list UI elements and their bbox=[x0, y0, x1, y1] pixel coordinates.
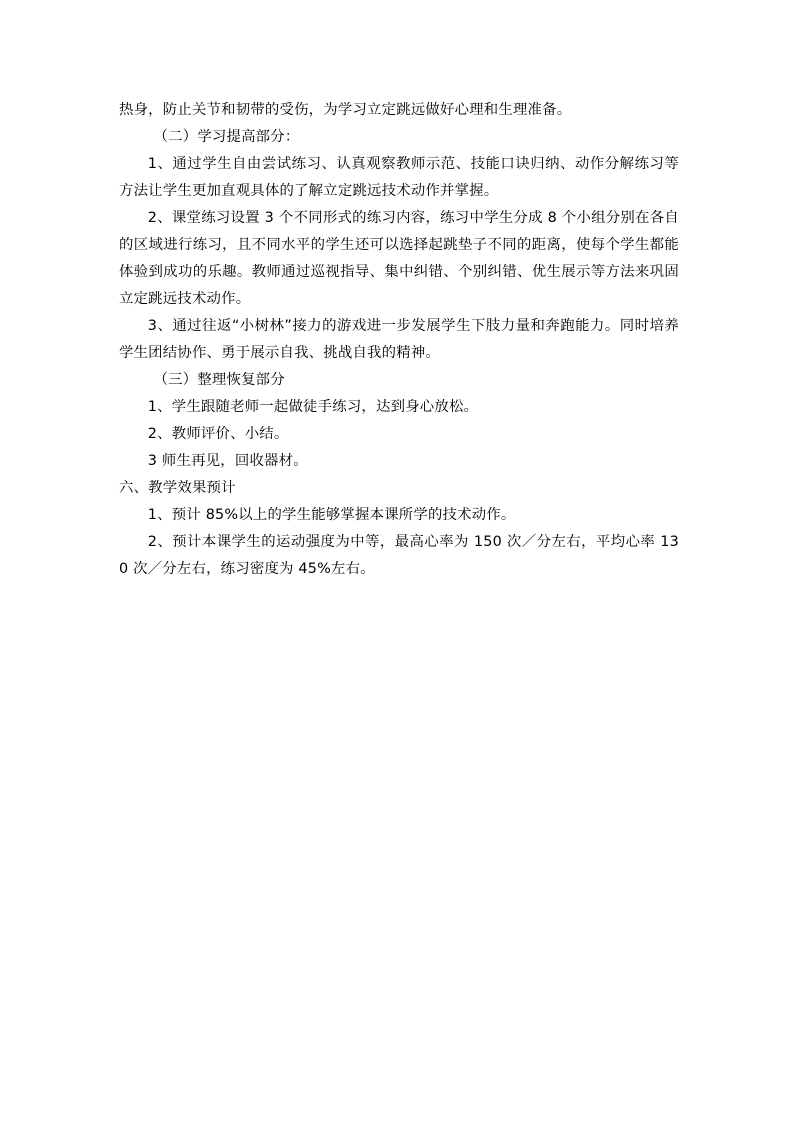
paragraph-cooldown-1: 1、学生跟随老师一起做徒手练习，达到身心放松。 bbox=[147, 399, 479, 415]
section-heading-cooldown: （三）整理恢复部分 bbox=[153, 372, 285, 388]
document-body bbox=[119, 97, 679, 583]
paragraph-outcome-1: 1、预计 85%以上的学生能够掌握本课所学的技术动作。 bbox=[147, 507, 516, 523]
paragraph-learning-3: 3、通过往返“小树林”接力的游戏进一步发展学生下肢力量和奔跑能力。同时培养学生团结协作、勇于展示自我、挑战自我的精神。 bbox=[119, 318, 679, 361]
paragraph-cooldown-2: 2、教师评价、小结。 bbox=[147, 426, 289, 442]
paragraph-learning-1: 1、通过学生自由尝试练习、认真观察教师示范、技能口诀归纳、动作分解练习等方法让学生更加直观具体的了解立定跳远技术动作并掌握。 bbox=[119, 156, 679, 199]
paragraph-learning-2: 2、课堂练习设置 3 个不同形式的练习内容，练习中学生分成 8 个小组分别在各自的区域进行练习，且不同水平的学生还可以选择起跳垫子不同的距离，使每个学生都能体验到成功的乐趣。教师通过巡视指导、集中纠错、个别纠错、优生展示等方法来巩固立定跳远技术动作。 bbox=[119, 210, 679, 307]
paragraph-cooldown-3: 3 师生再见，回收器材。 bbox=[147, 453, 308, 469]
section-heading-learning-improvement: （二）学习提高部分： bbox=[153, 129, 300, 145]
paragraph-warmup-continuation: 热身，防止关节和韧带的受伤，为学习立定跳远做好心理和生理准备。 bbox=[119, 102, 572, 118]
paragraph-outcome-2: 2、预计本课学生的运动强度为中等，最高心率为 150 次／分左右，平均心率 130 次／分左右，练习密度为 45%左右。 bbox=[119, 534, 679, 577]
section-heading-expected-outcome: 六、教学效果预计 bbox=[119, 480, 236, 496]
